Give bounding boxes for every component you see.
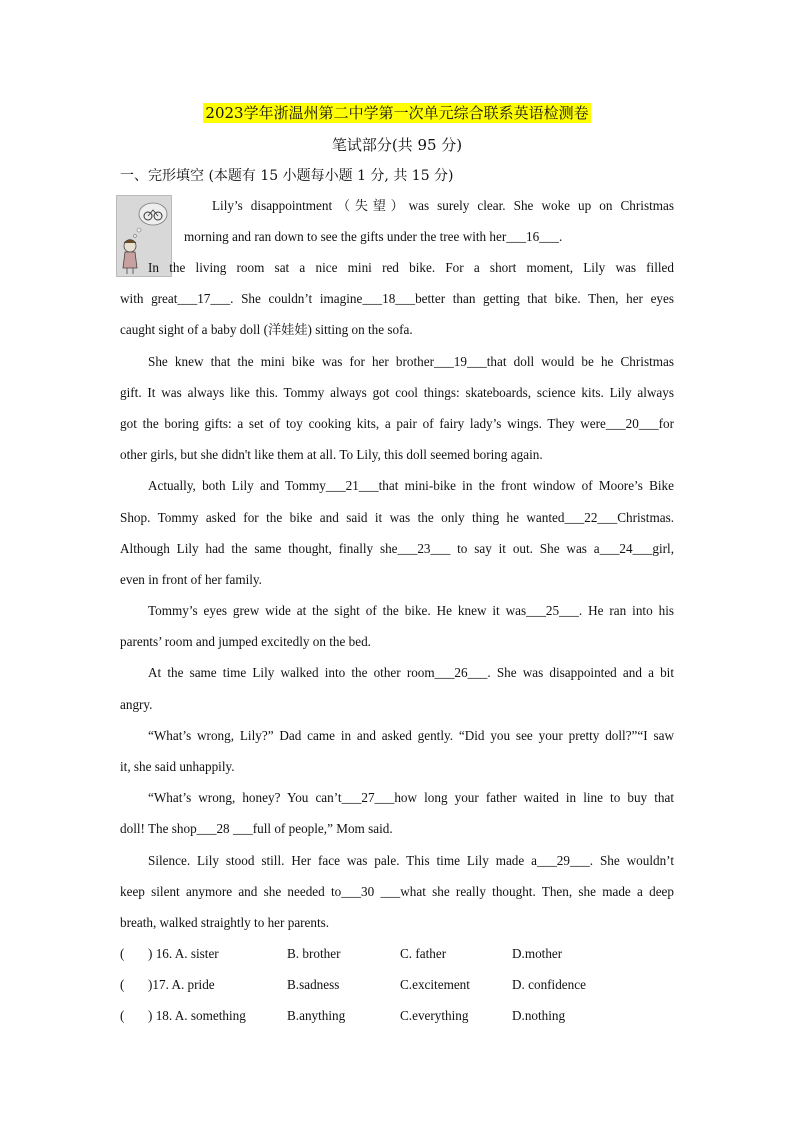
option-b: B.anything xyxy=(287,1008,346,1023)
question-option-row xyxy=(120,1000,680,1031)
exam-subtitle: 笔试部分(共 95 分) xyxy=(331,136,463,154)
passage-line: caught sight of a baby doll (洋娃娃) sitting on the sofa. xyxy=(120,322,413,338)
option-b: B.sadness xyxy=(287,977,340,992)
passage-line: morning and ran down to see the gifts under the tree with her___16___. xyxy=(184,229,563,245)
passage-line: even in front of her family. xyxy=(120,571,262,587)
answer-bracket: ( xyxy=(120,1008,125,1023)
passage-line: with great___17___. She couldn’t imagine___18___better than getting that bike. Then, her eyes xyxy=(120,291,674,307)
passage-line: Although Lily had the same thought, finally she___23___ to say it out. She was a___24___girl, xyxy=(120,540,674,556)
question-option-row xyxy=(120,938,680,969)
passage-line: doll! The shop___28 ___full of people,” Mom said. xyxy=(120,821,393,837)
passage-line: Tommy’s eyes grew wide at the sight of the bike. He knew it was___25___. He ran into his xyxy=(148,603,674,619)
question-option-row xyxy=(120,969,680,1000)
passage-line: breath, walked straightly to her parents. xyxy=(120,914,330,930)
answer-bracket: ( xyxy=(120,946,125,961)
passage-line: “What’s wrong, honey? You can’t___27___how long your father waited in line to buy that xyxy=(148,790,674,806)
passage-line: Actually, both Lily and Tommy___21___that mini-bike in the front window of Moore’s Bike xyxy=(148,478,674,494)
option-c: C.excitement xyxy=(400,977,470,992)
passage-line: other girls, but she didn't like them at all. To Lily, this doll seemed boring again. xyxy=(120,447,543,463)
option-d: D.mother xyxy=(512,946,563,961)
passage-line: In the living room sat a nice mini red bike. For a short moment, Lily was filled xyxy=(148,260,674,275)
passage-body xyxy=(120,252,674,938)
question-number-option-a: ) 16. A. sister xyxy=(148,946,219,961)
passage-line: got the boring gifts: a set of toy cooking kits, a pair of fairy lady’s wings. They were___20___for xyxy=(120,415,674,431)
passage-line: At the same time Lily walked into the other room___26___. She was disappointed and a bit xyxy=(148,665,674,681)
options-list xyxy=(120,938,680,1031)
passage-line: parents’ room and jumped excitedly on the bed. xyxy=(120,634,371,650)
option-d: D.nothing xyxy=(512,1008,566,1023)
section-heading: 一、完形填空 (本题有 15 小题每小题 1 分, 共 15 分) xyxy=(120,168,454,184)
passage-opening xyxy=(184,190,674,252)
passage-line: “What’s wrong, Lily?” Dad came in and asked gently. “Did you see your pretty doll?”“I saw xyxy=(148,727,674,743)
option-d: D. confidence xyxy=(512,977,586,992)
question-number-option-a: )17. A. pride xyxy=(148,977,215,992)
passage-line: Silence. Lily stood still. Her face was pale. This time Lily made a___29___. She wouldn’t xyxy=(148,852,674,868)
option-b: B. brother xyxy=(287,946,341,961)
exam-title: 2023学年浙温州第二中学第一次单元综合联系英语检测卷 xyxy=(205,104,589,122)
passage-line: She knew that the mini bike was for her brother___19___that doll would be he Christmas xyxy=(148,353,674,369)
passage-line: Shop. Tommy asked for the bike and said it was the only thing he wanted___22___Christmas. xyxy=(120,509,674,525)
option-c: C. father xyxy=(400,946,447,961)
passage-line: keep silent anymore and she needed to___30 ___what she really thought. Then, she made a deep xyxy=(120,883,674,899)
answer-bracket: ( xyxy=(120,977,125,992)
passage-line: it, she said unhappily. xyxy=(120,759,235,774)
passage-line: Lily’s disappointment（失望）was surely clear. She woke up on Christmas xyxy=(212,198,674,213)
passage-line: angry. xyxy=(120,696,153,712)
option-c: C.everything xyxy=(400,1008,469,1023)
passage-line: gift. It was always like this. Tommy always got cool things: skateboards, science kits. Lily always xyxy=(120,384,674,400)
exam-title-wrap xyxy=(0,102,794,123)
question-number-option-a: ) 18. A. something xyxy=(148,1008,246,1023)
